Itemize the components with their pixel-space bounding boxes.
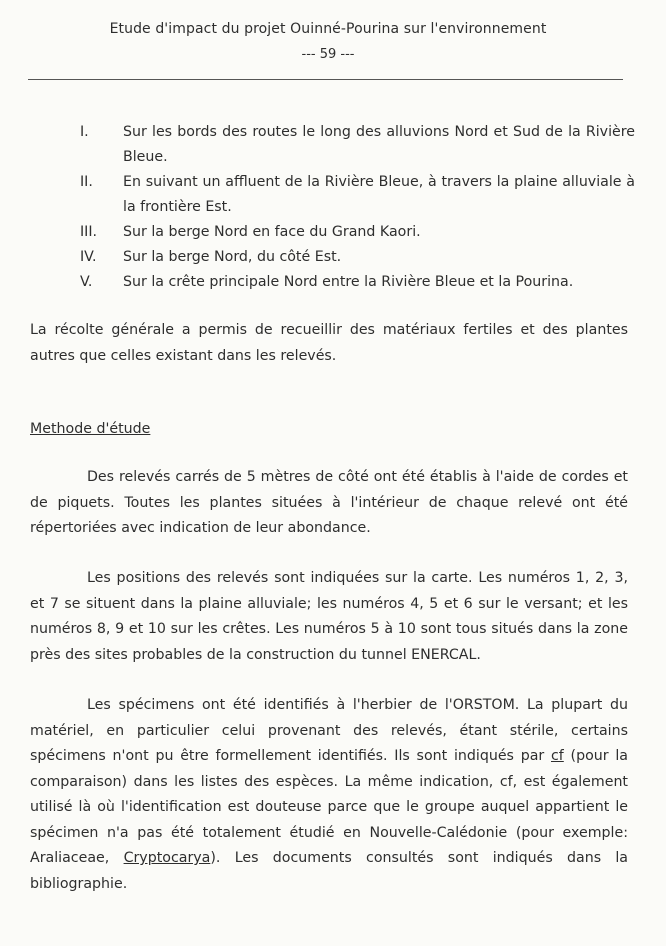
list-item xyxy=(80,220,635,245)
list-item-number: II. xyxy=(80,174,93,190)
paragraph-positions: Les positions des relevés sont indiquées sur la carte. Les numéros 1, 2, 3, et 7 se situent dans la plaine alluviale; les numéros 4, 5 et 6 sur le versant; et les numéros 8, 9 et 10 sur les crêtes. Les numéros 5 à 10 sont tous situés dans la zone près des sites probables de la construction du tunnel ENERCAL. xyxy=(30,570,628,663)
cf-abbreviation: cf xyxy=(551,748,564,764)
list-item xyxy=(80,245,635,270)
page-number: --- 59 --- xyxy=(301,47,355,62)
paragraph-specimens xyxy=(30,693,628,897)
list-item xyxy=(80,170,635,220)
site-list xyxy=(80,120,635,295)
list-item-text: Sur la berge Nord en face du Grand Kaori. xyxy=(123,224,421,240)
paragraph-releves: Des relevés carrés de 5 mètres de côté ont été établis à l'aide de cordes et de piquets. Toutes les plantes situées à l'intérieur de chaque relevé ont été répertoriées avec indication de leur abondance. xyxy=(30,469,628,536)
list-item-number: I. xyxy=(80,124,89,140)
list-item-text: En suivant un affluent de la Rivière Bleue, à travers la plaine alluviale à la frontière Est. xyxy=(123,174,635,215)
list-item-text: Sur les bords des routes le long des alluvions Nord et Sud de la Rivière Bleue. xyxy=(123,124,635,165)
specimens-text-1: Les spécimens ont été identifiés à l'herbier de l'ORSTOM. La plupart du matériel, en particulier celui provenant des relevés, étant stérile, certains spécimens n'ont pu être formellement identifiés. Ils sont indiqués par xyxy=(30,697,628,764)
paragraph-recolte: La récolte générale a permis de recueillir des matériaux fertiles et des plantes autres que celles existant dans les relevés. xyxy=(30,322,628,364)
specimens-text-3: ). Les documents consultés sont indiqués dans la bibliographie. xyxy=(30,850,629,892)
list-item xyxy=(80,270,635,295)
list-item-number: V. xyxy=(80,274,93,290)
list-item-text: Sur la berge Nord, du côté Est. xyxy=(123,249,342,265)
genus-name: Cryptocarya xyxy=(123,850,211,866)
list-item-text: Sur la crête principale Nord entre la Rivière Bleue et la Pourina. xyxy=(123,274,574,290)
list-item-number: III. xyxy=(80,224,98,240)
list-item xyxy=(80,120,635,170)
document-title: Etude d'impact du projet Ouinné-Pourina sur l'environnement xyxy=(109,21,547,37)
section-heading: Methode d'étude xyxy=(30,421,151,437)
header-divider xyxy=(28,79,623,80)
list-item-number: IV. xyxy=(80,249,97,265)
specimens-text-2: (pour la comparaison) dans les listes des espèces. La même indication, cf, est également utilisé là où l'identification est douteuse parce que le groupe auquel appartient le spécimen n'a pas été totalement étudié en Nouvelle-Calédonie (pour exemple: Araliaceae, xyxy=(30,748,628,866)
